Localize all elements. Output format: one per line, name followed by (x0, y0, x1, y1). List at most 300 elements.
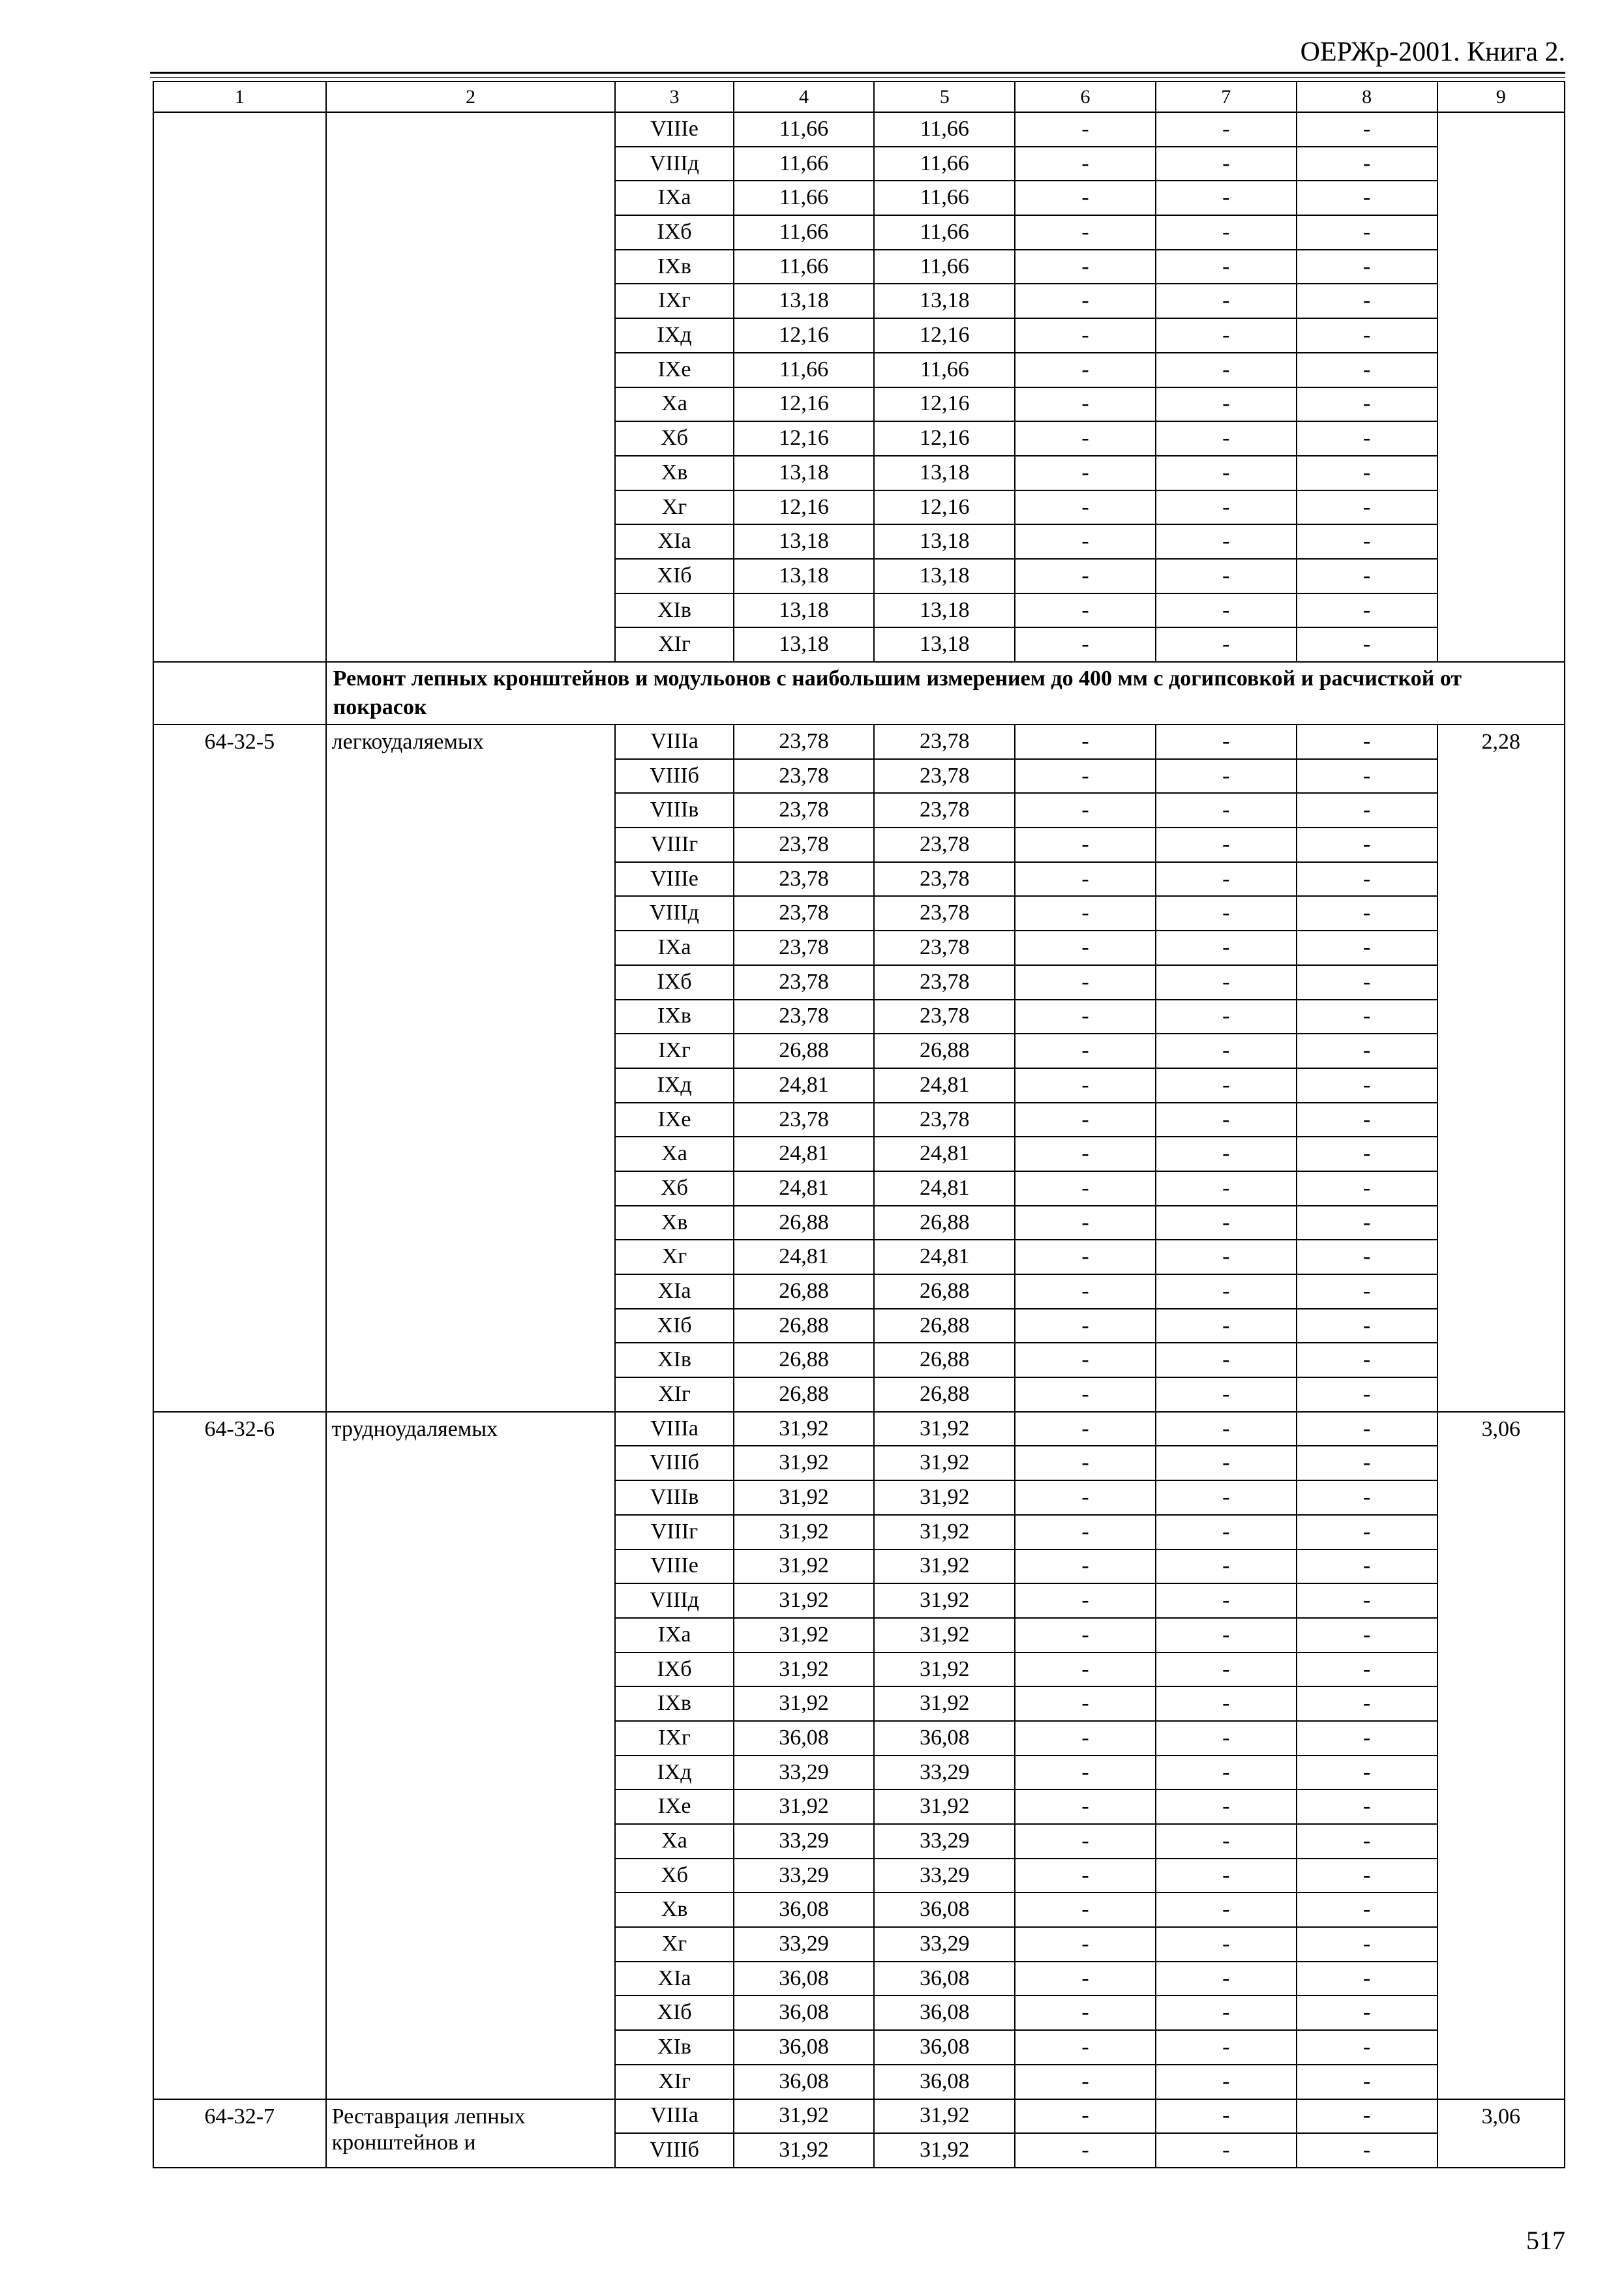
value-cell-c8: - (1297, 215, 1437, 250)
zone-cell: XIа (615, 1274, 733, 1309)
value-cell-c5: 11,66 (874, 353, 1015, 387)
value-cell-c8: - (1297, 112, 1437, 147)
value-cell-c6: - (1015, 1824, 1156, 1859)
value-cell-c6: - (1015, 456, 1156, 490)
value-cell-c8: - (1297, 759, 1437, 794)
value-cell-c4: 13,18 (734, 627, 875, 662)
value-cell-c6: - (1015, 2133, 1156, 2168)
value-cell-c5: 36,08 (874, 1893, 1015, 1927)
zone-cell: VIIIд (615, 896, 733, 931)
table-row (153, 2099, 1565, 2134)
value-cell-c4: 23,78 (734, 965, 875, 1000)
zone-cell: VIIIв (615, 793, 733, 828)
value-cell-c5: 12,16 (874, 490, 1015, 525)
value-cell-c6: - (1015, 1618, 1156, 1653)
value-cell-c4: 36,08 (734, 2030, 875, 2065)
value-cell-c6: - (1015, 1996, 1156, 2030)
value-cell-c4: 24,81 (734, 1240, 875, 1274)
zone-cell: VIIIе (615, 112, 733, 147)
zone-cell: Xв (615, 1893, 733, 1927)
zone-cell: IXг (615, 1034, 733, 1068)
page-header-title: ОЕРЖр-2001. Книга 2. (1300, 37, 1565, 67)
value-cell-c8: - (1297, 1412, 1437, 1446)
value-cell-c6: - (1015, 1000, 1156, 1034)
value-cell-c6: - (1015, 181, 1156, 215)
value-cell-c7: - (1156, 725, 1297, 759)
value-cell-c6: - (1015, 524, 1156, 559)
value-cell-c4: 31,92 (734, 1515, 875, 1549)
value-cell-c7: - (1156, 1893, 1297, 1927)
value-cell-c4: 23,78 (734, 793, 875, 828)
zone-cell: IXд (615, 1068, 733, 1103)
zone-cell: Xб (615, 1859, 733, 1893)
zone-cell: IXд (615, 318, 733, 353)
value-cell-c6: - (1015, 147, 1156, 181)
value-cell-c4: 11,66 (734, 250, 875, 284)
zone-cell: IXе (615, 1103, 733, 1137)
zone-cell: XIв (615, 2030, 733, 2065)
column-number-cell: 4 (734, 82, 875, 112)
column-number-cell: 9 (1437, 82, 1565, 112)
value-cell-c7: - (1156, 1000, 1297, 1034)
value-cell-c5: 23,78 (874, 965, 1015, 1000)
value-cell-c8: - (1297, 456, 1437, 490)
zone-cell: Xа (615, 387, 733, 422)
value-cell-c7: - (1156, 1206, 1297, 1240)
value-cell-c8: - (1297, 490, 1437, 525)
value-cell-c7: - (1156, 1515, 1297, 1549)
value-cell-c4: 23,78 (734, 1103, 875, 1137)
value-cell-c5: 23,78 (874, 725, 1015, 759)
value-cell-c4: 11,66 (734, 181, 875, 215)
value-cell-c6: - (1015, 353, 1156, 387)
value-cell-c5: 31,92 (874, 1583, 1015, 1618)
value-cell-c5: 12,16 (874, 318, 1015, 353)
value-cell-c7: - (1156, 1859, 1297, 1893)
value-cell-c5: 11,66 (874, 250, 1015, 284)
value-cell-c8: - (1297, 1549, 1437, 1584)
value-cell-c5: 11,66 (874, 181, 1015, 215)
value-cell-c7: - (1156, 421, 1297, 456)
value-cell-c5: 36,08 (874, 1962, 1015, 1996)
section-header-row (153, 662, 1565, 725)
value-cell-c4: 31,92 (734, 1446, 875, 1480)
value-cell-c8: - (1297, 1721, 1437, 1756)
value-cell-c6: - (1015, 1583, 1156, 1618)
value-cell-c7: - (1156, 490, 1297, 525)
value-cell-c7: - (1156, 1721, 1297, 1756)
value-cell-c4: 23,78 (734, 1000, 875, 1034)
zone-cell: Xв (615, 456, 733, 490)
value-cell-c8: - (1297, 593, 1437, 628)
value-cell-c8: - (1297, 1446, 1437, 1480)
value-cell-c8: - (1297, 725, 1437, 759)
value-cell-c6: - (1015, 1240, 1156, 1274)
zone-cell: IXа (615, 1618, 733, 1653)
description-cell-empty (326, 112, 616, 662)
value-cell-c7: - (1156, 1653, 1297, 1687)
value-cell-c8: - (1297, 1171, 1437, 1206)
zone-cell: VIIIб (615, 1446, 733, 1480)
column-number-cell: 2 (326, 82, 616, 112)
value-cell-c8: - (1297, 1962, 1437, 1996)
value-cell-c7: - (1156, 1789, 1297, 1824)
value-cell-c4: 23,78 (734, 896, 875, 931)
item-code: 64-32-7 (153, 2099, 326, 2168)
value-cell-c5: 31,92 (874, 2133, 1015, 2168)
value-cell-c4: 12,16 (734, 387, 875, 422)
value-cell-c8: - (1297, 284, 1437, 318)
value-cell-c4: 26,88 (734, 1309, 875, 1343)
value-cell-c4: 31,92 (734, 1789, 875, 1824)
column-number-cell: 1 (153, 82, 326, 112)
value-cell-c4: 12,16 (734, 490, 875, 525)
value-cell-c6: - (1015, 1137, 1156, 1171)
value-cell-c4: 11,66 (734, 112, 875, 147)
value-cell-c5: 13,18 (874, 284, 1015, 318)
value-cell-c8: - (1297, 1824, 1437, 1859)
value-cell-c4: 11,66 (734, 147, 875, 181)
item-description: Реставрация лепных кронштейнов и (326, 2099, 616, 2168)
value-cell-c4: 23,78 (734, 862, 875, 897)
value-cell-c8: - (1297, 2133, 1437, 2168)
value-cell-c8: - (1297, 1789, 1437, 1824)
zone-cell: XIг (615, 2065, 733, 2099)
value-cell-c7: - (1156, 862, 1297, 897)
value-cell-c5: 36,08 (874, 1721, 1015, 1756)
value-cell-c7: - (1156, 2099, 1297, 2134)
value-cell-c4: 31,92 (734, 1583, 875, 1618)
value-cell-c5: 13,18 (874, 559, 1015, 593)
value-cell-c7: - (1156, 250, 1297, 284)
zone-cell: VIIIе (615, 862, 733, 897)
value-cell-c7: - (1156, 524, 1297, 559)
value-cell-c8: - (1297, 1480, 1437, 1515)
value-cell-c6: - (1015, 421, 1156, 456)
zone-cell: Xб (615, 1171, 733, 1206)
value-cell-c5: 23,78 (874, 759, 1015, 794)
value-cell-c8: - (1297, 828, 1437, 862)
value-cell-c8: - (1297, 1515, 1437, 1549)
value-cell-c7: - (1156, 1583, 1297, 1618)
value-cell-c8: - (1297, 318, 1437, 353)
value-cell-c4: 24,81 (734, 1171, 875, 1206)
value-cell-c6: - (1015, 2099, 1156, 2134)
zone-cell: IXг (615, 284, 733, 318)
value-cell-c7: - (1156, 1996, 1297, 2030)
zone-cell: VIIIе (615, 1549, 733, 1584)
zone-cell: XIа (615, 1962, 733, 1996)
value-cell-c6: - (1015, 215, 1156, 250)
value-cell-c6: - (1015, 1549, 1156, 1584)
value-cell-c4: 13,18 (734, 456, 875, 490)
zone-cell: IXв (615, 1686, 733, 1721)
value-cell-c6: - (1015, 828, 1156, 862)
value-cell-c5: 26,88 (874, 1309, 1015, 1343)
value-cell-c6: - (1015, 1927, 1156, 1962)
value-cell-c5: 13,18 (874, 456, 1015, 490)
value-cell-c8: - (1297, 524, 1437, 559)
value-cell-c8: - (1297, 965, 1437, 1000)
zone-cell: Xб (615, 421, 733, 456)
zone-cell: VIIIа (615, 1412, 733, 1446)
value-cell-c4: 36,08 (734, 1962, 875, 1996)
zone-cell: IXа (615, 181, 733, 215)
value-cell-c4: 13,18 (734, 284, 875, 318)
value-cell-c4: 24,81 (734, 1068, 875, 1103)
value-cell-c7: - (1156, 1480, 1297, 1515)
value-cell-c5: 31,92 (874, 1412, 1015, 1446)
zone-cell: Xв (615, 1206, 733, 1240)
value-cell-c6: - (1015, 1480, 1156, 1515)
item-description: легкоудаляемых (326, 725, 616, 1412)
zone-cell: IXб (615, 965, 733, 1000)
value-cell-c4: 33,29 (734, 1927, 875, 1962)
value-cell-c4: 11,66 (734, 215, 875, 250)
header-rule-thin (150, 77, 1565, 78)
value-cell-c6: - (1015, 965, 1156, 1000)
value-cell-c7: - (1156, 1618, 1297, 1653)
value-cell-c4: 31,92 (734, 1618, 875, 1653)
value-cell-c7: - (1156, 1756, 1297, 1790)
value-cell-c5: 13,18 (874, 593, 1015, 628)
value-cell-c4: 26,88 (734, 1034, 875, 1068)
value-cell-c5: 24,81 (874, 1068, 1015, 1103)
value-cell-c6: - (1015, 1446, 1156, 1480)
value-cell-c7: - (1156, 1377, 1297, 1412)
value-cell-c7: - (1156, 1103, 1297, 1137)
zone-cell: Xг (615, 1927, 733, 1962)
value-cell-c7: - (1156, 284, 1297, 318)
zone-cell: XIа (615, 524, 733, 559)
value-cell-c5: 26,88 (874, 1034, 1015, 1068)
column-number-cell: 7 (1156, 82, 1297, 112)
value-cell-c4: 36,08 (734, 1721, 875, 1756)
zone-cell: VIIIб (615, 2133, 733, 2168)
value-cell-c6: - (1015, 725, 1156, 759)
zone-cell: XIв (615, 593, 733, 628)
value-cell-c5: 26,88 (874, 1343, 1015, 1377)
value-cell-c6: - (1015, 318, 1156, 353)
value-cell-c5: 11,66 (874, 112, 1015, 147)
value-cell-c8: - (1297, 1618, 1437, 1653)
value-cell-c4: 11,66 (734, 353, 875, 387)
value-cell-c4: 33,29 (734, 1824, 875, 1859)
value-cell-c8: - (1297, 1653, 1437, 1687)
value-cell-c4: 33,29 (734, 1756, 875, 1790)
value-cell-c4: 23,78 (734, 828, 875, 862)
value-cell-c5: 23,78 (874, 862, 1015, 897)
value-cell-c4: 31,92 (734, 1480, 875, 1515)
value-cell-c5: 23,78 (874, 793, 1015, 828)
value-cell-c7: - (1156, 1686, 1297, 1721)
value-cell-c4: 36,08 (734, 1893, 875, 1927)
value-cell-c5: 13,18 (874, 627, 1015, 662)
value-cell-c5: 26,88 (874, 1377, 1015, 1412)
value-cell-c4: 13,18 (734, 593, 875, 628)
value-cell-c4: 31,92 (734, 1549, 875, 1584)
value-cell-c7: - (1156, 965, 1297, 1000)
value-cell-c4: 24,81 (734, 1137, 875, 1171)
value-cell-c7: - (1156, 1343, 1297, 1377)
value-cell-c6: - (1015, 1412, 1156, 1446)
zone-cell: XIг (615, 1377, 733, 1412)
value-cell-c8: - (1297, 1274, 1437, 1309)
zone-cell: Xа (615, 1137, 733, 1171)
zone-cell: IXе (615, 1789, 733, 1824)
value-cell-c6: - (1015, 1859, 1156, 1893)
column-number-cell: 6 (1015, 82, 1156, 112)
value-cell-c4: 31,92 (734, 1686, 875, 1721)
zone-cell: IXб (615, 215, 733, 250)
value-cell-c5: 33,29 (874, 1824, 1015, 1859)
zone-cell: VIIIа (615, 2099, 733, 2134)
item-k-value: 3,06 (1437, 1412, 1565, 2099)
zone-cell: XIв (615, 1343, 733, 1377)
table-row (153, 1412, 1565, 1446)
value-cell-c5: 12,16 (874, 421, 1015, 456)
value-cell-c7: - (1156, 147, 1297, 181)
column-number-cell: 3 (615, 82, 733, 112)
zone-cell: Xг (615, 490, 733, 525)
value-cell-c8: - (1297, 627, 1437, 662)
value-cell-c6: - (1015, 1653, 1156, 1687)
value-cell-c6: - (1015, 1789, 1156, 1824)
column-number-cell: 8 (1297, 82, 1437, 112)
value-cell-c6: - (1015, 490, 1156, 525)
value-cell-c5: 11,66 (874, 215, 1015, 250)
value-cell-c7: - (1156, 1274, 1297, 1309)
value-cell-c8: - (1297, 387, 1437, 422)
value-cell-c4: 26,88 (734, 1274, 875, 1309)
value-cell-c6: - (1015, 793, 1156, 828)
item-description: трудноудаляемых (326, 1412, 616, 2099)
item-code: 64-32-6 (153, 1412, 326, 2099)
value-cell-c6: - (1015, 759, 1156, 794)
value-cell-c6: - (1015, 862, 1156, 897)
value-cell-c7: - (1156, 181, 1297, 215)
value-cell-c6: - (1015, 1756, 1156, 1790)
value-cell-c8: - (1297, 1034, 1437, 1068)
item-k-value: 2,28 (1437, 725, 1565, 1412)
value-cell-c6: - (1015, 1721, 1156, 1756)
value-cell-c7: - (1156, 2065, 1297, 2099)
zone-cell: VIIIд (615, 1583, 733, 1618)
value-cell-c7: - (1156, 1412, 1297, 1446)
value-cell-c6: - (1015, 1068, 1156, 1103)
zone-cell: IXе (615, 353, 733, 387)
value-cell-c7: - (1156, 387, 1297, 422)
value-cell-c7: - (1156, 2133, 1297, 2168)
value-cell-c5: 24,81 (874, 1240, 1015, 1274)
value-cell-c5: 31,92 (874, 1789, 1015, 1824)
norms-table-body (153, 82, 1565, 2168)
value-cell-c8: - (1297, 1103, 1437, 1137)
value-cell-c5: 24,81 (874, 1171, 1015, 1206)
section-title: Ремонт лепных кронштейнов и модульонов с наибольшим измерением до 400 мм с догипсовкой и расчисткой от покрасок (326, 662, 1565, 725)
zone-cell: VIIIд (615, 147, 733, 181)
value-cell-c7: - (1156, 793, 1297, 828)
value-cell-c6: - (1015, 1309, 1156, 1343)
value-cell-c6: - (1015, 112, 1156, 147)
header-rule (150, 72, 1565, 74)
value-cell-c7: - (1156, 1171, 1297, 1206)
value-cell-c7: - (1156, 112, 1297, 147)
value-cell-c6: - (1015, 1893, 1156, 1927)
value-cell-c8: - (1297, 2065, 1437, 2099)
value-cell-c7: - (1156, 1962, 1297, 1996)
value-cell-c5: 23,78 (874, 931, 1015, 965)
value-cell-c6: - (1015, 1274, 1156, 1309)
zone-cell: IXб (615, 1653, 733, 1687)
value-cell-c8: - (1297, 2099, 1437, 2134)
value-cell-c4: 23,78 (734, 759, 875, 794)
zone-cell: VIIIг (615, 828, 733, 862)
zone-cell: IXд (615, 1756, 733, 1790)
table-row (153, 725, 1565, 759)
value-cell-c8: - (1297, 896, 1437, 931)
value-cell-c4: 26,88 (734, 1343, 875, 1377)
value-cell-c5: 36,08 (874, 1996, 1015, 2030)
value-cell-c6: - (1015, 1515, 1156, 1549)
value-cell-c6: - (1015, 250, 1156, 284)
value-cell-c8: - (1297, 1206, 1437, 1240)
zone-cell: XIб (615, 559, 733, 593)
value-cell-c5: 13,18 (874, 524, 1015, 559)
norms-table (153, 81, 1565, 2168)
zone-cell: IXг (615, 1721, 733, 1756)
value-cell-c8: - (1297, 421, 1437, 456)
zone-cell: VIIIв (615, 1480, 733, 1515)
value-cell-c8: - (1297, 1859, 1437, 1893)
value-cell-c8: - (1297, 1583, 1437, 1618)
value-cell-c7: - (1156, 1034, 1297, 1068)
zone-cell: VIIIб (615, 759, 733, 794)
value-cell-c4: 13,18 (734, 524, 875, 559)
value-cell-c4: 23,78 (734, 931, 875, 965)
zone-cell: IXв (615, 250, 733, 284)
value-cell-c8: - (1297, 1756, 1437, 1790)
value-cell-c8: - (1297, 1686, 1437, 1721)
value-cell-c8: - (1297, 1893, 1437, 1927)
zone-cell: XIб (615, 1996, 733, 2030)
value-cell-c7: - (1156, 559, 1297, 593)
value-cell-c5: 23,78 (874, 1000, 1015, 1034)
value-cell-c5: 36,08 (874, 2030, 1015, 2065)
value-cell-c5: 33,29 (874, 1756, 1015, 1790)
value-cell-c8: - (1297, 1309, 1437, 1343)
value-cell-c7: - (1156, 1240, 1297, 1274)
value-cell-c4: 26,88 (734, 1377, 875, 1412)
value-cell-c4: 31,92 (734, 2133, 875, 2168)
value-cell-c4: 33,29 (734, 1859, 875, 1893)
value-cell-c6: - (1015, 559, 1156, 593)
value-cell-c6: - (1015, 1343, 1156, 1377)
value-cell-c4: 31,92 (734, 2099, 875, 2134)
value-cell-c7: - (1156, 318, 1297, 353)
column-number-row (153, 82, 1565, 112)
value-cell-c8: - (1297, 1996, 1437, 2030)
value-cell-c8: - (1297, 862, 1437, 897)
value-cell-c8: - (1297, 181, 1437, 215)
value-cell-c5: 31,92 (874, 1549, 1015, 1584)
value-cell-c8: - (1297, 250, 1437, 284)
value-cell-c5: 31,92 (874, 1446, 1015, 1480)
value-cell-c6: - (1015, 1171, 1156, 1206)
value-cell-c6: - (1015, 627, 1156, 662)
value-cell-c6: - (1015, 284, 1156, 318)
value-cell-c7: - (1156, 627, 1297, 662)
